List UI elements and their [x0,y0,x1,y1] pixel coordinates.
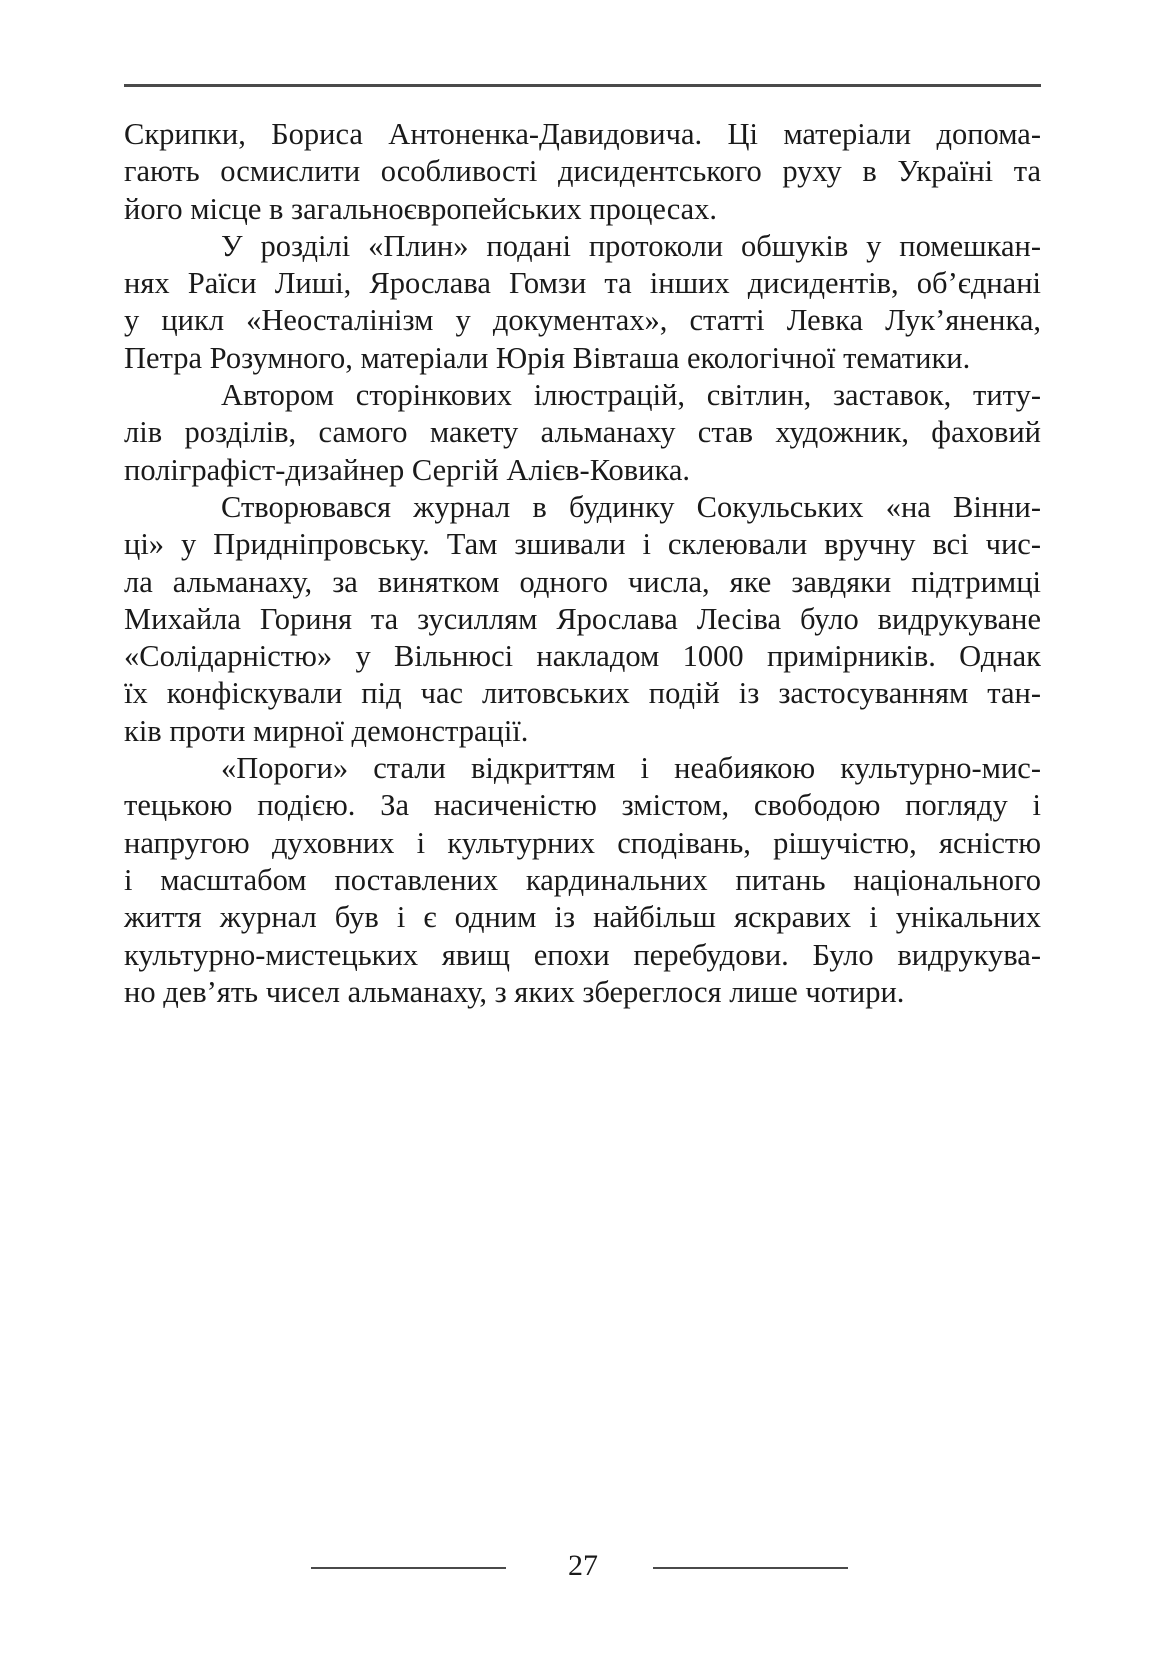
text-line: ків проти мирної демонстрації. [124,713,529,748]
text-line: Скрипки, Бориса Антоненка-Давидовича. Ці матеріали допома- [124,117,1041,151]
text-line: Автором сторінкових ілюстрацій, світлин, заставок, титу- [221,378,1041,413]
text-line: ла альманаху, за винятком одного числа, яке завдяки підтримці [124,564,1041,599]
text-line: «Солідарністю» у Вільнюсі накладом 1000 примірників. Однак [124,639,1041,674]
text-line: лів розділів, самого макету альманаху став художник, фаховий [124,415,1041,450]
text-line: життя журнал був і є одним із найбільш яскравих і унікальних [124,900,1041,935]
text-line: У розділі «Плин» подані протоколи обшуків у помешкан- [221,228,1041,263]
page-footer [0,1546,1166,1586]
page-number: 27 [568,1549,598,1582]
text-line: тецькою подією. За насиченістю змістом, свободою погляду і [124,788,1041,823]
text-line: напругою духовних і культурних сподівань, рішучістю, ясністю [124,825,1041,860]
footer-rule-left [311,1567,506,1569]
text-line: но дев’ять чисел альманаху, з яких збереглося лише чотири. [124,974,905,1009]
text-line: у цикл «Неосталінізм у документах», статті Левка Лук’яненка, [124,303,1041,338]
text-line: його місце в загальноєвропейських процесах. [124,191,718,226]
text-line: їх конфіскували під час литовських подій із застосуванням тан- [124,676,1041,711]
body-text [124,116,1041,1011]
text-line: і масштабом поставлених кардинальних питань національного [124,862,1041,897]
footer-rule-right [653,1567,848,1569]
text-line: Створювався журнал в будинку Сокульських «на Вінни- [221,489,1041,524]
text-line: поліграфіст-дизайнер Сергій Алієв-Ковика. [124,452,691,487]
text-line: «Пороги» стали відкриттям і неабиякою культурно-мис- [221,751,1041,786]
text-line: нях Раїси Лиші, Ярослава Гомзи та інших дисидентів, об’єднані [124,266,1041,301]
text-line: ці» у Придніпровську. Там зшивали і склеювали вручну всі чис- [124,527,1041,562]
text-line: культурно-мистецьких явищ епохи перебудови. Було видрукува- [124,937,1041,972]
text-line: Петра Розумного, матеріали Юрія Вівташа екологічної тематики. [124,340,971,375]
text-line: Михайла Гориня та зусиллям Ярослава Лесіва було видрукуване [124,601,1041,636]
text-line: гають осмислити особливості дисидентського руху в Україні та [124,154,1041,189]
header-rule [124,84,1041,87]
